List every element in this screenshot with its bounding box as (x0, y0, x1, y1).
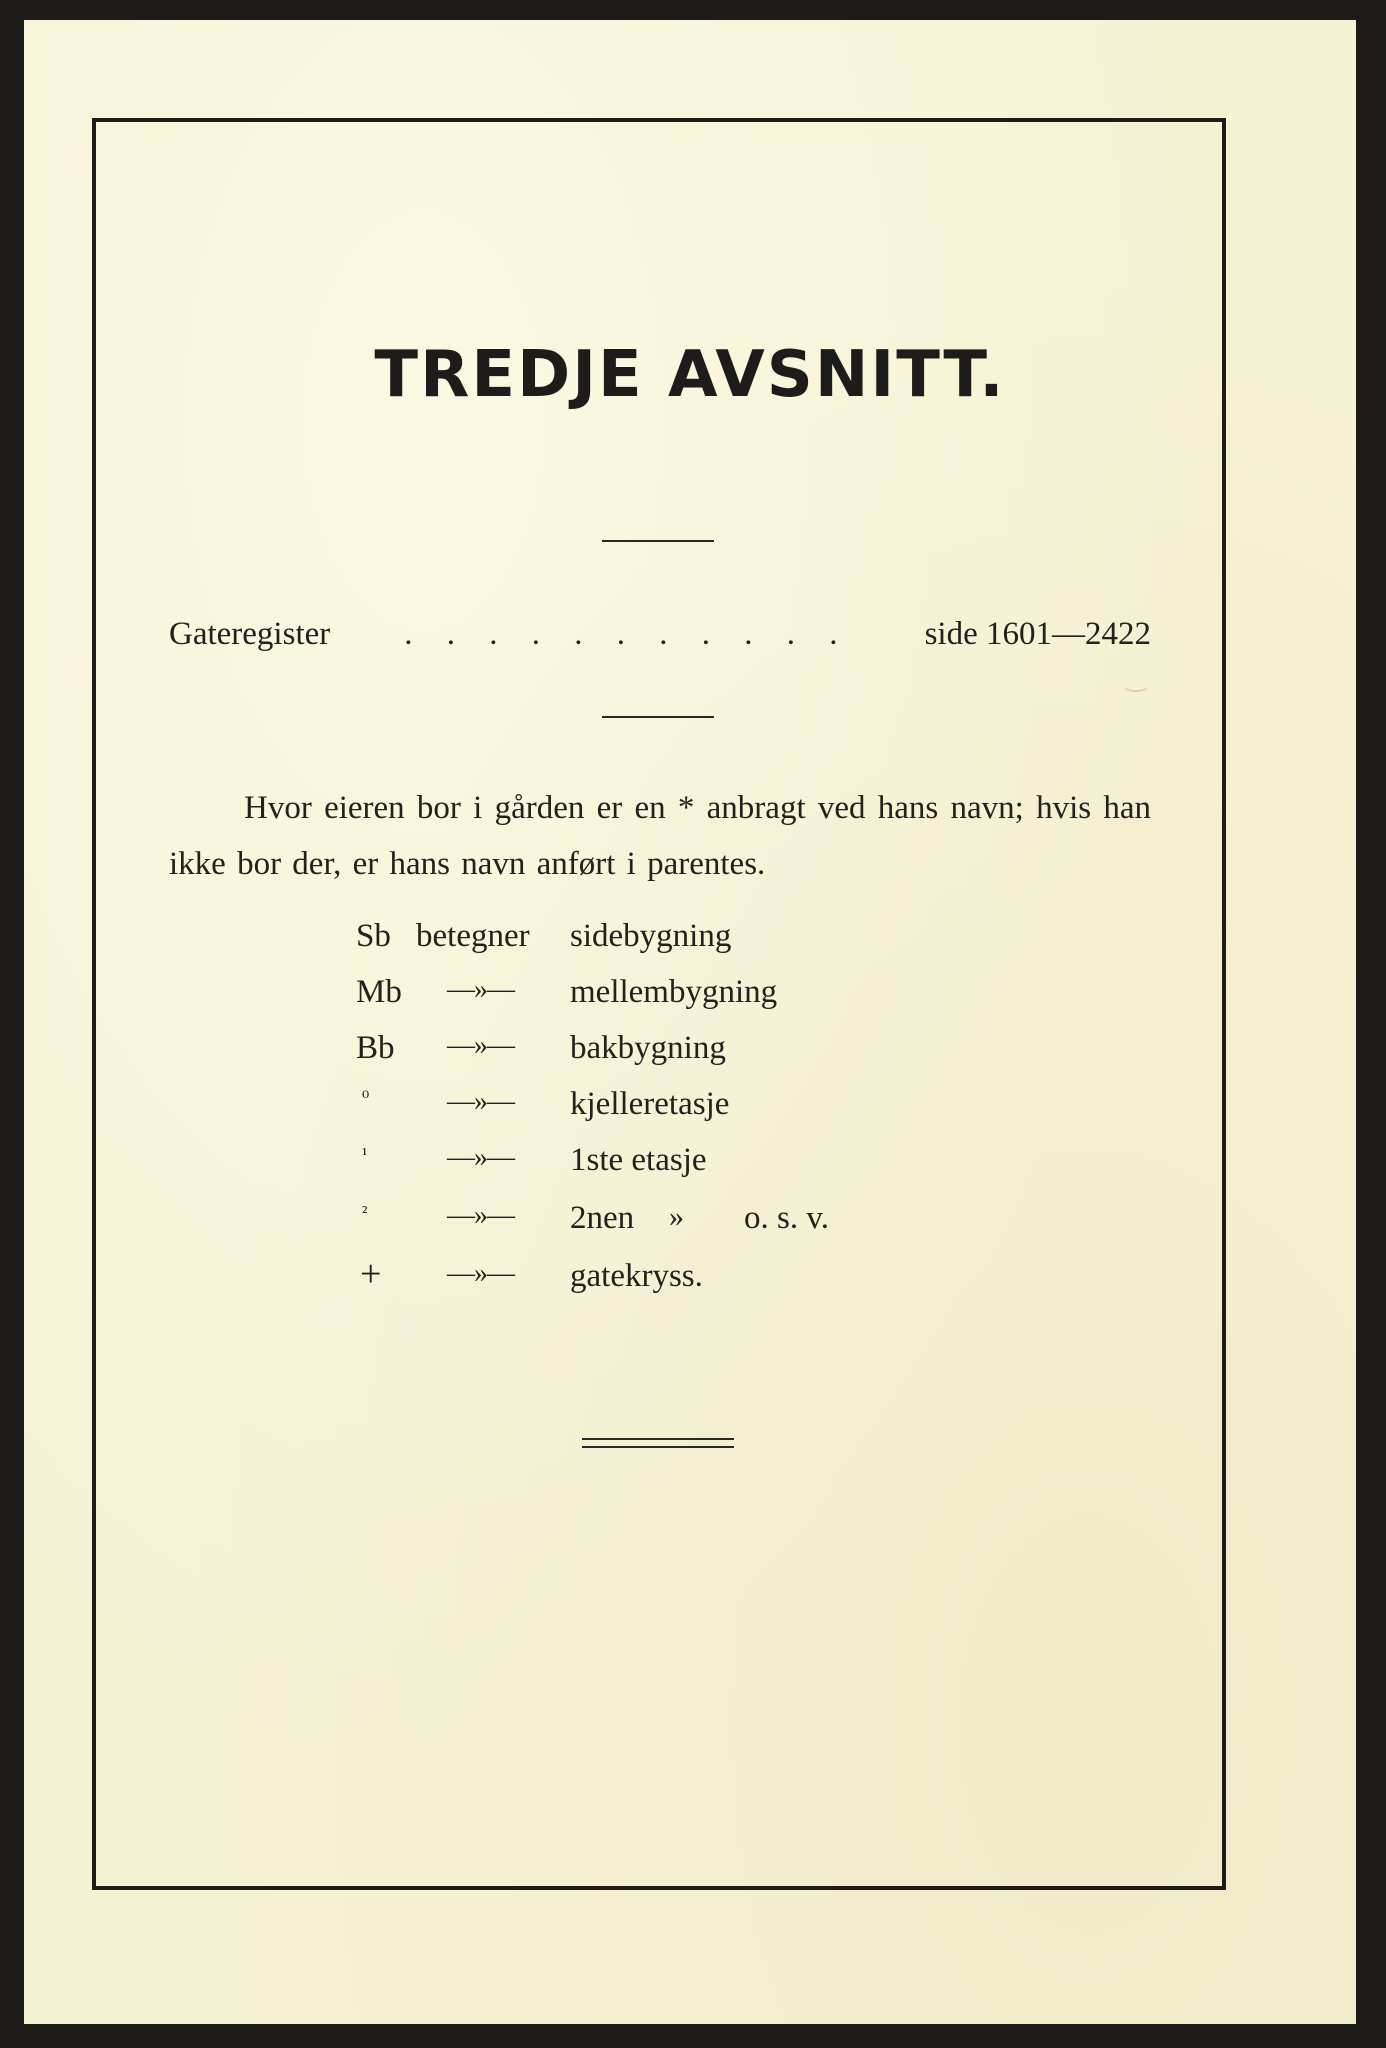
closing-double-rule-top (582, 1438, 734, 1440)
legend-row (24, 1200, 1356, 1244)
ditto-sign: » (669, 1200, 684, 1233)
legend-meaning: 2nen (570, 1200, 635, 1236)
ditto-mark: —»— (447, 1200, 514, 1231)
toc-page-range: 1601—2422 (986, 616, 1151, 652)
legend-meaning: bakbygning (570, 1030, 726, 1066)
legend-symbol: + (360, 1253, 382, 1295)
legend-symbol: ⁰ (362, 1088, 370, 1108)
legend-symbol: ¹ (362, 1144, 368, 1164)
ditto-mark: —»— (447, 974, 514, 1005)
section-title: TREDJE AVSNITT. (374, 338, 1006, 412)
legend-row (24, 974, 1356, 1018)
ditto-mark: —»— (447, 1086, 514, 1117)
legend-meaning: sidebygning (570, 918, 732, 954)
legend-meaning: 1ste etasje (570, 1142, 707, 1178)
toc-leader-dots: . . . . . . . . . . . (404, 616, 851, 652)
legend-verb: betegner (416, 918, 530, 954)
legend-row (24, 1253, 1356, 1302)
legend-symbol: Sb (356, 918, 391, 954)
legend-meaning: gatekryss. (570, 1258, 703, 1294)
legend-row (24, 1030, 1356, 1074)
ditto-mark: —»— (447, 1142, 514, 1173)
ditto-mark: —»— (447, 1258, 514, 1289)
legend-meaning: mellembygning (570, 974, 778, 1010)
legend-symbol: ² (362, 1202, 368, 1222)
legend-symbol: Mb (356, 974, 402, 1010)
page (24, 20, 1356, 2024)
toc-label: Gateregister (169, 616, 331, 652)
legend-row (24, 1142, 1356, 1186)
toc-page-word: side (924, 616, 978, 652)
ditto-mark: —»— (447, 1030, 514, 1061)
abbreviation-legend (24, 20, 1356, 2024)
legend-meaning: kjelleretasje (570, 1086, 730, 1122)
legend-row (24, 1086, 1356, 1130)
legend-symbol: Bb (356, 1030, 395, 1066)
legend-row-first (24, 918, 1356, 962)
legend-note: o. s. v. (744, 1200, 829, 1236)
closing-double-rule-bottom (582, 1446, 734, 1448)
explanation-paragraph: Hvor eieren bor i gården er en * anbragt ved hans navn; hvis han ikke bor der, er hans navn anført i parentes. (169, 790, 1151, 882)
